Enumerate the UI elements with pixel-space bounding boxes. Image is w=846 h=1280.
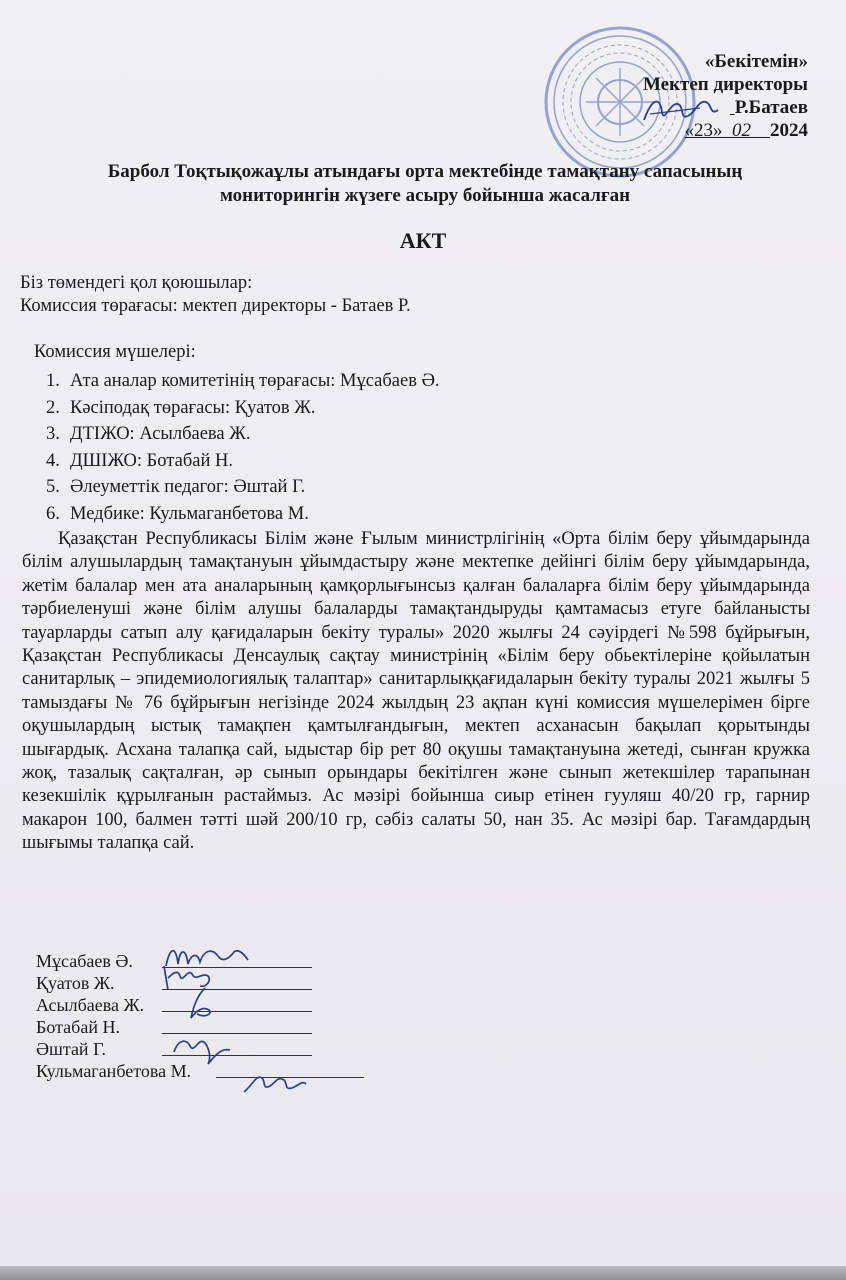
commission-chair-line: Комиссия төрағасы: мектеп директоры - Батаев Р. [20, 296, 411, 316]
members-list [46, 368, 440, 527]
signer-name: Асылбаева Ж. [36, 995, 145, 1015]
approval-label: «Бекітемін» [704, 51, 808, 72]
list-item: 4. ДШІЖО: Ботабай Н. [46, 450, 233, 471]
director-signature [640, 90, 720, 130]
signer-name: Мұсабаев Ә. [36, 951, 133, 971]
members-title: Комиссия мүшелері: [34, 342, 196, 362]
act-body-paragraph: Қазақстан Республикасы Білім және Ғылым министрлігінің «Орта білім беру ұйымдарында білім алушылардың тамақтануын ұйымдастыру және мектепке дейінгі білім беру ұйымдарында, жетім балалар мен ата аналарының қамқорлығынсыз қалған балаларға білім беру ұйымдарында тәрбиеленуші және білім алушы балаларды тамақтандыруды қамтамасыз етуге байланысты тауарларды сатып алу қағидаларын бекіту туралы» 2020 жылғы 24 сәуірдегі №598 бұйрығын, Қазақстан Республикасы Денсаулық сақтау министрінің «Білім беру обьектілеріне қойылатын санитарлық – эпидемиологиялық талаптар» санитарлыққағидаларын бекіту туралы 2021 жылғы 5 тамыздағы № 76 бұйрығын негізінде 2024 жылдың 23 ақпан күні комиссия мүшелерімен бірге оқушылардың ыстық тамақпен қамтылғандығын, мектеп асханасын бақылап қорытынды шығардық. Асхана талапқа сай, ыдыстар бір рет 80 оқушы тамақтануына жетеді, сынған кружка жоқ, тазалық сақталған, әр сынып орындары бекітілген және сынып жетекшілер тарапынан кезекшілік құрылғанын растаймыз. Ас мәзірі бойынша сиыр етінен гууляш 40/20 гр, гарнир макарон 100, балмен тәтті шәй 200/10 гр, сәбіз салаты 50, нан 35. Ас мәзірі бар. Тағамдардың шығымы талапқа сай. [22, 529, 810, 854]
approval-date-month: 02 [732, 120, 751, 141]
page-bottom-edge [0, 1266, 846, 1280]
intro-signers-line: Біз төмендегі қол қоюшылар: [20, 273, 253, 293]
list-item: 3. ДТІЖО: Асылбаева Ж. [46, 424, 251, 444]
list-item: 6. Медбике: Кульмаганбетова М. [46, 503, 309, 524]
signature-ashtai [168, 1030, 238, 1070]
list-item: 1. Ата аналар комитетінің төрағасы: Мұсабаев Ә. [46, 371, 440, 391]
signer-name: Қуатов Ж. [36, 973, 115, 993]
intro-block [20, 272, 411, 318]
signature-asylbaeva [175, 984, 225, 1024]
signature-kulmaganbetova [240, 1068, 310, 1098]
approval-date-day: «23» [684, 120, 723, 141]
signer-name: Әштай Г. [36, 1039, 106, 1059]
document-title-line1: Барбол Тоқтықожаұлы атындағы орта мектебінде тамақтану сапасының [107, 161, 743, 182]
director-name: Р.Батаев [734, 97, 808, 118]
document-title [40, 160, 810, 208]
document-title-line2: мониторингін жүзеге асыру бойынша жасалған [219, 185, 631, 206]
act-heading: АКТ [399, 228, 447, 253]
signer-row [36, 994, 191, 1016]
signer-name: Ботабай Н. [36, 1017, 120, 1037]
director-title: Мектеп директоры [642, 74, 808, 95]
approval-date-year: 2024 [770, 120, 808, 141]
signer-name: Кульмаганбетова М. [36, 1061, 192, 1081]
list-item: 2. Кәсіподақ төрағасы: Қуатов Ж. [46, 397, 316, 418]
list-item: 5. Әлеуметтік педагог: Әштай Г. [46, 477, 306, 497]
